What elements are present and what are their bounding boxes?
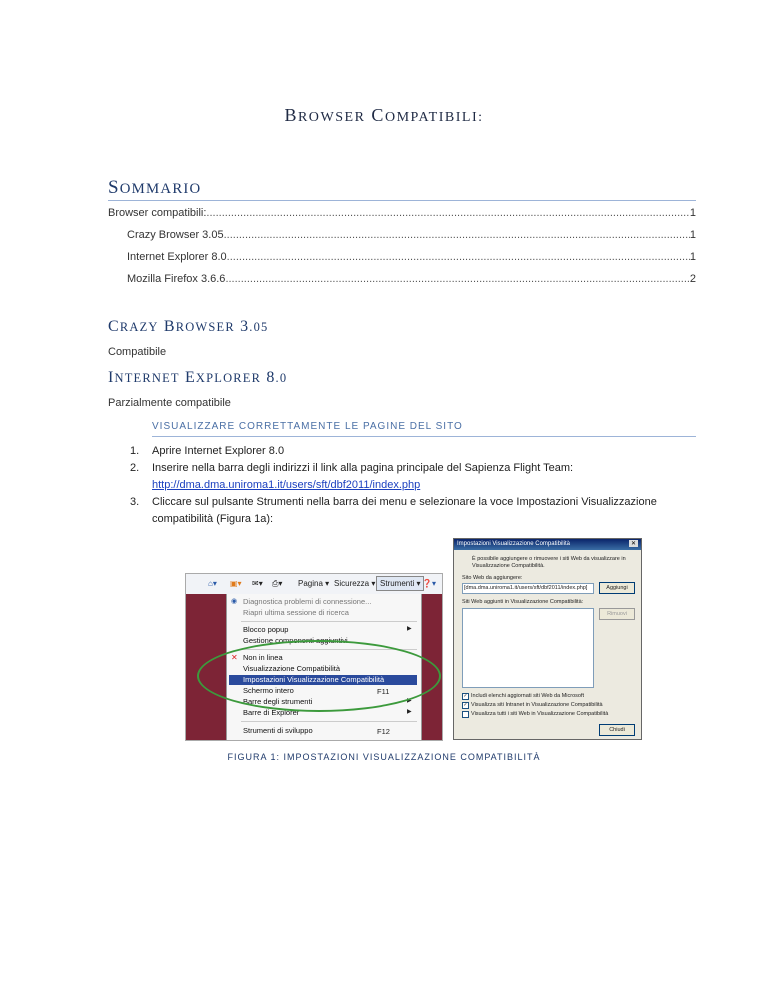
checkbox[interactable] xyxy=(462,711,469,718)
security-menu[interactable]: Sicurezza ▾ xyxy=(334,579,376,588)
menu-shortcut: F12 xyxy=(377,727,390,736)
menu-item-selected[interactable]: Impostazioni Visualizzazione Compatibilità xyxy=(229,675,417,685)
step-number: 2. xyxy=(130,462,140,474)
toc-item[interactable] xyxy=(108,207,696,219)
step-item xyxy=(130,460,696,494)
toc-page: 2 xyxy=(689,273,696,285)
checkbox[interactable]: ✓ xyxy=(463,693,468,699)
subheading-rule xyxy=(152,436,696,437)
checkbox-label: Visualizza siti Intranet in Visualizzazione Compatibilità xyxy=(471,702,603,708)
steps-list xyxy=(130,443,696,528)
highlight-ellipse xyxy=(197,640,441,712)
page-menu[interactable]: Pagina ▾ xyxy=(298,579,330,588)
add-button[interactable]: Aggiungi xyxy=(599,582,635,594)
site-list-label: Siti Web aggiunti in Visualizzazione Compatibilità: xyxy=(462,599,584,605)
toc-item[interactable] xyxy=(127,251,696,263)
checkbox[interactable]: ✓ xyxy=(463,702,468,708)
sapienza-link[interactable]: http://dma.dma.uniroma1.it/users/sft/dbf2011/index.php xyxy=(152,479,421,491)
step-item xyxy=(130,494,696,528)
menu-item[interactable]: Barre degli strumenti xyxy=(243,697,313,706)
menu-item[interactable]: Diagnostica problemi di connessione... xyxy=(243,597,372,606)
menu-divider xyxy=(241,621,417,622)
step-number: 3. xyxy=(130,496,140,508)
menu-shortcut: F11 xyxy=(377,687,390,696)
submenu-arrow-icon: ▶ xyxy=(407,698,412,704)
submenu-arrow-icon: ▶ xyxy=(407,709,412,715)
dialog-intro: È possibile aggiungere o rimuovere i siti Web da visualizzare in Visualizzazione Compatibilità. xyxy=(472,556,626,569)
checkbox-label: Includi elenchi aggiornati siti Web da Microsoft xyxy=(471,693,585,699)
ie-heading: INTERNET EXPLORER 8.0 xyxy=(108,369,288,386)
toc-label: Internet Explorer 8.0 xyxy=(127,251,227,263)
close-icon[interactable]: ✕ xyxy=(630,541,636,547)
ie-status: Parzialmente compatibile xyxy=(108,397,231,409)
home-icon: ⌂▾ xyxy=(208,579,217,588)
step-text: Aprire Internet Explorer 8.0 xyxy=(152,445,285,457)
ie-toolbar xyxy=(186,574,442,595)
menu-item[interactable]: Barre di Explorer xyxy=(243,708,300,717)
menu-item[interactable]: Gestione componenti aggiuntivi xyxy=(243,636,348,645)
menu-item[interactable]: Non in linea xyxy=(243,653,283,662)
toc-page: 1 xyxy=(689,251,696,263)
document-title: BROWSER COMPATIBILI: xyxy=(284,105,484,125)
menu-item[interactable]: Visualizzazione Compatibilità xyxy=(243,664,340,673)
submenu-arrow-icon: ▶ xyxy=(407,626,412,632)
compatibility-dialog-screenshot xyxy=(453,538,642,740)
help-icon: ❓▾ xyxy=(422,579,436,588)
add-site-value: [dma.dma.uniroma1.it/users/sft/dbf2011/index.php] xyxy=(464,585,588,591)
add-site-input[interactable] xyxy=(462,583,594,594)
feed-icon: ▣▾ xyxy=(230,579,242,588)
figure-caption: FIGURA 1: IMPOSTAZIONI VISUALIZZAZIONE COMPATIBILITÀ xyxy=(227,752,541,762)
toc-page: 1 xyxy=(689,207,696,219)
toc-label: Browser compatibili: xyxy=(108,207,207,219)
summary-rule xyxy=(108,200,696,201)
crazy-heading: CRAZY BROWSER 3.05 xyxy=(108,318,269,335)
print-icon: ⎙▾ xyxy=(272,579,283,588)
remove-button[interactable]: Rimuovi xyxy=(599,608,635,620)
toc-page: 1 xyxy=(689,229,696,241)
menu-item[interactable]: Blocco popup xyxy=(243,625,289,634)
step-text: Cliccare sul pulsante Strumenti nella barra dei menu e selezionare la voce Impostazioni Visualizzazione compatibilità (Figura 1a): xyxy=(152,496,657,525)
add-site-label: Sito Web da aggiungere: xyxy=(462,575,523,581)
diagnose-icon: ◉ xyxy=(231,598,238,605)
step-number: 1. xyxy=(130,445,140,457)
menu-item[interactable]: Schermo intero xyxy=(243,686,294,695)
close-button[interactable]: Chiudi xyxy=(599,724,635,736)
checkbox-label: Visualizza tutti i siti Web in Visualizzazione Compatibilità xyxy=(471,711,609,717)
menu-divider xyxy=(241,721,417,722)
site-list[interactable] xyxy=(462,608,594,688)
summary-heading: SOMMARIO xyxy=(108,177,202,198)
toc-label: Crazy Browser 3.05 xyxy=(127,229,224,241)
toc-label: Mozilla Firefox 3.6.6 xyxy=(127,273,226,285)
offline-icon: ✕ xyxy=(231,653,238,662)
step-text: Inserire nella barra degli indirizzi il link alla pagina principale del Sapienza Flight Team: xyxy=(152,462,574,474)
toc-item[interactable] xyxy=(127,229,696,241)
ie-subheading: VISUALIZZARE CORRETTAMENTE LE PAGINE DEL SITO xyxy=(152,421,463,432)
tools-menu[interactable]: Strumenti ▾ xyxy=(376,576,424,591)
step-item xyxy=(130,443,696,460)
menu-item[interactable]: Riapri ultima sessione di ricerca xyxy=(243,608,349,617)
dialog-title: Impostazioni Visualizzazione Compatibilità xyxy=(454,539,641,550)
crazy-status: Compatibile xyxy=(108,346,167,358)
toc-item[interactable] xyxy=(127,273,696,285)
menu-item[interactable]: Strumenti di sviluppo xyxy=(243,726,313,735)
mail-icon: ✉▾ xyxy=(252,579,263,588)
